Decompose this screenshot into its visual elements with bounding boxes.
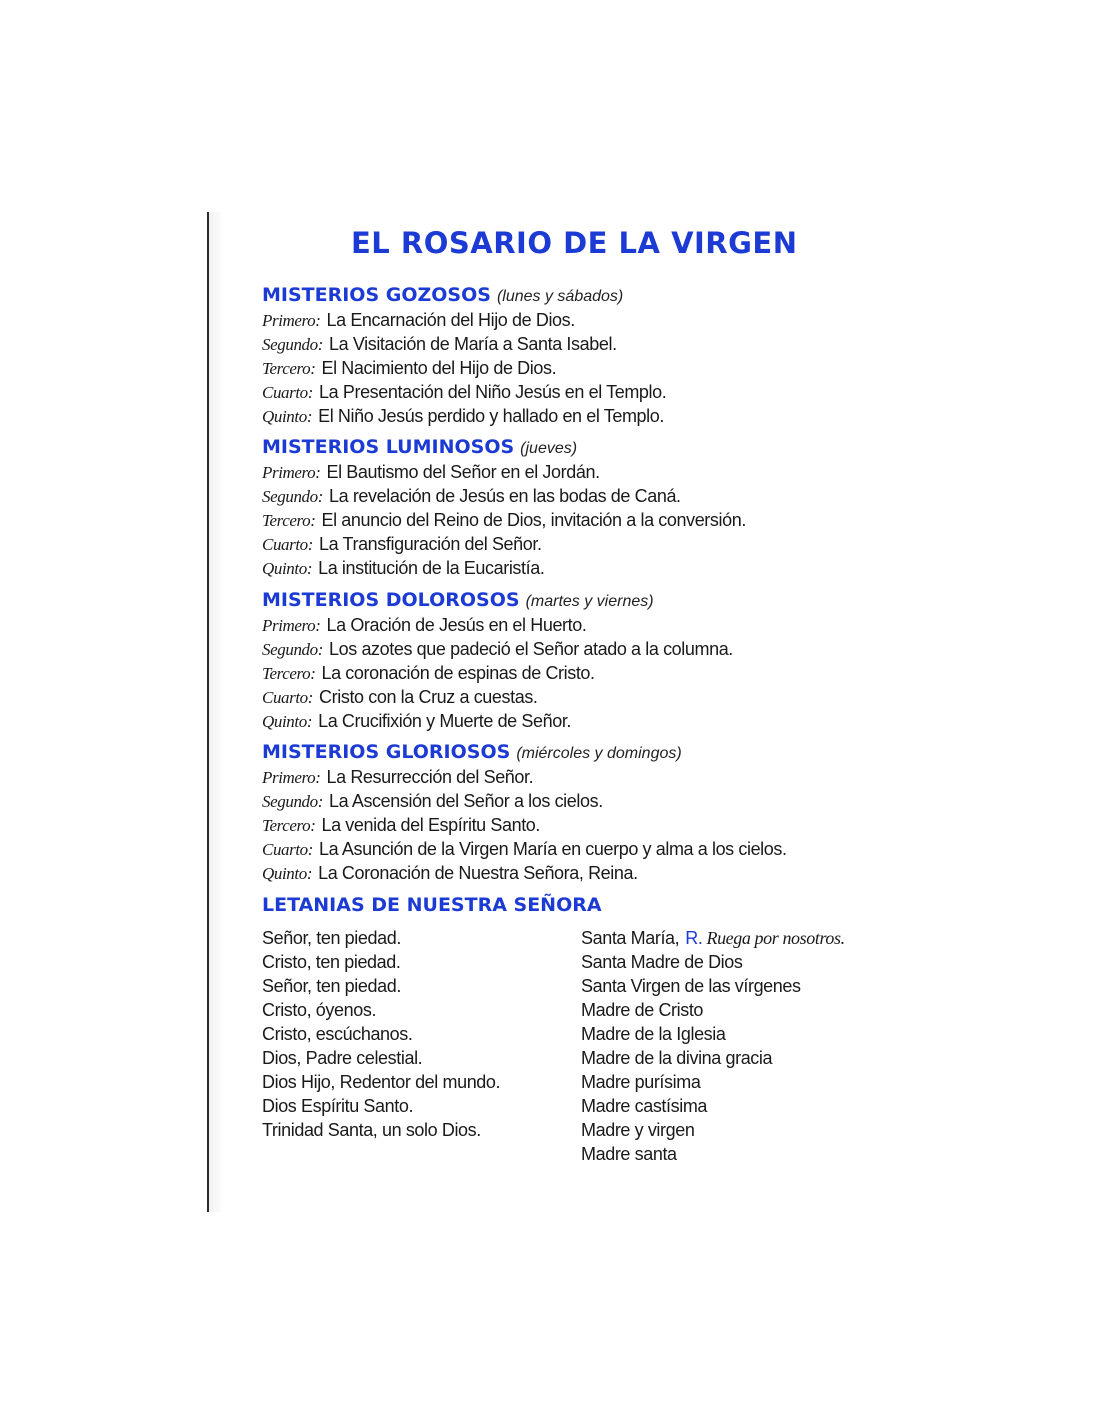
mystery-text: La Visitación de María a Santa Isabel. [329, 334, 617, 354]
litany-invocation: Señor, ten piedad. [262, 976, 401, 996]
mystery-line [262, 861, 902, 885]
mystery-line [262, 613, 902, 637]
section-heading [262, 434, 902, 460]
section-days: (miércoles y domingos) [516, 745, 682, 762]
section-name: MISTERIOS LUMINOSOS [262, 436, 515, 458]
litany-invocation: Trinidad Santa, un solo Dios. [262, 1120, 481, 1140]
litany-right-column [581, 926, 901, 1166]
litany-invocation: Madre santa [581, 1144, 677, 1164]
mystery-line [262, 508, 902, 532]
rosary-card [209, 212, 909, 1212]
mystery-text: La Ascensión del Señor a los cielos. [329, 791, 603, 811]
mystery-line [262, 404, 902, 428]
section-luminosos [262, 434, 902, 580]
litany-invocation: Santa Madre de Dios [581, 952, 743, 972]
mystery-text: La coronación de espinas de Cristo. [321, 663, 595, 683]
litany-invocation: Madre purísima [581, 1072, 701, 1092]
litany-invocation: Santa Virgen de las vírgenes [581, 976, 801, 996]
section-gozosos [262, 282, 902, 428]
section-heading [262, 739, 902, 765]
response-mark: R. [685, 928, 703, 948]
litany-invocation-text: Santa María, [581, 928, 680, 948]
response-text: Ruega por nosotros. [706, 928, 845, 948]
mystery-ordinal: Tercero: [262, 511, 316, 530]
mystery-text: La Transfiguración del Señor. [319, 534, 542, 554]
mystery-line [262, 332, 902, 356]
section-heading [262, 587, 902, 613]
mystery-text: La Crucifixión y Muerte de Señor. [318, 711, 572, 731]
mystery-text: La institución de la Eucaristía. [318, 558, 545, 578]
mystery-ordinal: Primero: [262, 768, 321, 787]
mystery-text: El anuncio del Reino de Dios, invitación a la conversión. [321, 510, 746, 530]
section-name: MISTERIOS GLORIOSOS [262, 741, 511, 763]
litany-invocation: Madre de la Iglesia [581, 1024, 726, 1044]
mystery-text: La Asunción de la Virgen María en cuerpo y alma a los cielos. [319, 839, 787, 859]
mystery-ordinal: Cuarto: [262, 688, 314, 707]
litany-invocation: Dios, Padre celestial. [262, 1048, 423, 1068]
section-name: MISTERIOS DOLOROSOS [262, 589, 520, 611]
mystery-ordinal: Quinto: [262, 712, 313, 731]
mystery-line [262, 685, 902, 709]
mystery-ordinal: Tercero: [262, 664, 316, 683]
mystery-text: Cristo con la Cruz a cuestas. [319, 687, 538, 707]
section-heading [262, 282, 902, 308]
section-days: (jueves) [520, 440, 578, 457]
mystery-text: La Oración de Jesús en el Huerto. [326, 615, 587, 635]
mystery-line [262, 460, 902, 484]
mystery-line [262, 661, 902, 685]
mystery-line [262, 709, 902, 733]
section-days: (martes y viernes) [525, 593, 654, 610]
litany-invocation: Madre castísima [581, 1096, 708, 1116]
mystery-ordinal: Segundo: [262, 335, 324, 354]
litany-heading: LETANIAS DE NUESTRA SEÑORA [262, 894, 602, 916]
litany-invocation: Dios Espíritu Santo. [262, 1096, 414, 1116]
mystery-ordinal: Primero: [262, 311, 321, 330]
mystery-ordinal: Primero: [262, 463, 321, 482]
mystery-ordinal: Cuarto: [262, 535, 314, 554]
mystery-ordinal: Quinto: [262, 407, 313, 426]
mystery-ordinal: Cuarto: [262, 840, 314, 859]
mystery-text: El Nacimiento del Hijo de Dios. [321, 358, 557, 378]
litany-invocation: Madre de Cristo [581, 1000, 704, 1020]
mystery-line [262, 356, 902, 380]
mystery-text: La Presentación del Niño Jesús en el Templo. [319, 382, 667, 402]
mystery-ordinal: Tercero: [262, 816, 316, 835]
section-gloriosos [262, 739, 902, 885]
litany-invocation: Madre y virgen [581, 1120, 695, 1140]
mystery-text: Los azotes que padeció el Señor atado a la columna. [329, 639, 733, 659]
mystery-line [262, 380, 902, 404]
mystery-text: La Coronación de Nuestra Señora, Reina. [318, 863, 638, 883]
mystery-line [262, 556, 902, 580]
mystery-line [262, 308, 902, 332]
mystery-ordinal: Segundo: [262, 640, 324, 659]
mystery-text: La Resurrección del Señor. [326, 767, 534, 787]
litany-invocation: Madre de la divina gracia [581, 1048, 773, 1068]
litany-invocation-first [581, 926, 901, 950]
litany-invocation: Cristo, escúchanos. [262, 1024, 413, 1044]
mystery-ordinal: Quinto: [262, 559, 313, 578]
page-title: EL ROSARIO DE LA VIRGEN [351, 226, 798, 260]
litany-left-column [262, 926, 572, 1142]
mystery-line [262, 484, 902, 508]
section-name: MISTERIOS GOZOSOS [262, 284, 491, 306]
mystery-ordinal: Tercero: [262, 359, 316, 378]
mystery-text: La Encarnación del Hijo de Dios. [326, 310, 575, 330]
litany-invocation: Cristo, óyenos. [262, 1000, 377, 1020]
litany-invocation: Cristo, ten piedad. [262, 952, 401, 972]
mystery-line [262, 837, 902, 861]
mystery-line [262, 789, 902, 813]
section-dolorosos [262, 587, 902, 733]
mystery-line [262, 637, 902, 661]
mystery-ordinal: Quinto: [262, 864, 313, 883]
mystery-text: La revelación de Jesús en las bodas de Caná. [329, 486, 681, 506]
mystery-text: El Niño Jesús perdido y hallado en el Templo. [318, 406, 664, 426]
mystery-text: El Bautismo del Señor en el Jordán. [326, 462, 600, 482]
mystery-ordinal: Primero: [262, 616, 321, 635]
litany-invocation: Señor, ten piedad. [262, 928, 401, 948]
litany-invocation: Dios Hijo, Redentor del mundo. [262, 1072, 501, 1092]
mystery-line [262, 765, 902, 789]
mystery-line [262, 813, 902, 837]
mystery-ordinal: Segundo: [262, 487, 324, 506]
section-days: (lunes y sábados) [496, 288, 624, 305]
mystery-ordinal: Cuarto: [262, 383, 314, 402]
mystery-text: La venida del Espíritu Santo. [321, 815, 541, 835]
mystery-ordinal: Segundo: [262, 792, 324, 811]
mystery-line [262, 532, 902, 556]
